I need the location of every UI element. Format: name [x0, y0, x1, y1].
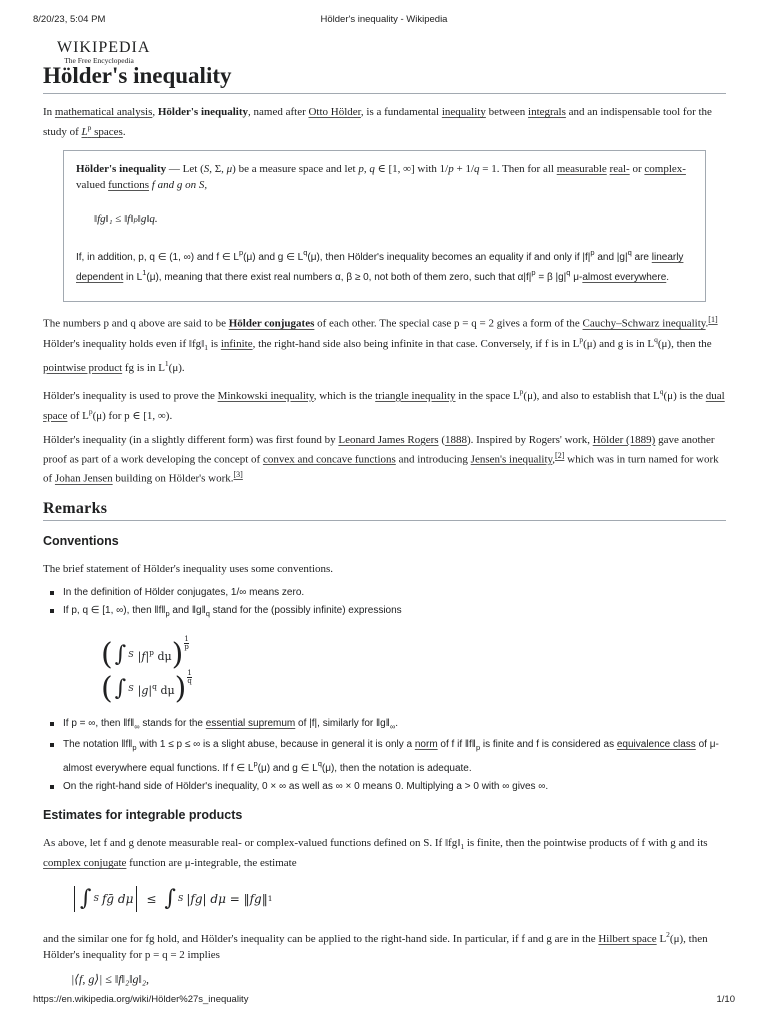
conventions-intro: The brief statement of Hölder's inequality uses some conventions. [43, 562, 334, 575]
paragraph-estimates: As above, let f and g denote measurable real- or complex-valued functions defined on S. If $‖fg‖_1$ is finite, then the pointwise products of f with g and its complex conjugate function are μ-integrable, the estimate [43, 836, 708, 869]
subsection-heading-estimates: Estimates for integrable products [43, 807, 243, 822]
reference-3[interactable]: [3] [233, 470, 243, 480]
print-datetime: 8/20/23, 5:04 PM [33, 14, 106, 25]
holder-inequality-formula: ‖fg‖₁ ≤ ‖f‖ₚ‖g‖q. [94, 213, 158, 225]
paragraph-conjugates: The numbers p and q above are said to be Hölder conjugates of each other. The special case p = q = 2 gives a form of the Cauchy–Schwarz inequality.[1] Hölder's inequality holds even if $‖fg‖_1$ is infinite, the right-hand side also being infinite in that case. Conversely, if f is in $L^p(\mu)$ and g is in $L^q(\mu)$, then the pointwise product fg is in $L^1(\mu)$. [43, 315, 718, 374]
paragraph-history: Hölder's inequality (in a slightly different form) was first found by Leonard James Rogers (1888). Inspired by Rogers' work, Hölder (1889) gave another proof as part of a work developing the concept of convex and concave functions and introducing Jensen's inequality,[2] which was in turn named for work of Johan Jensen building on Hölder's work.[3] [43, 433, 719, 485]
list-item: The notation $‖f‖_p$ with 1 ≤ p ≤ ∞ is a slight abuse, because in general it is only a norm of f if $‖f‖_p$ is finite and f is considered as equivalence class of μ-almost everywhere equal functions. If f ∈ $L^p(\mu)$ and g ∈ $L^q(\mu)$, then the notation is adequate. [63, 737, 726, 777]
theorem-equality-condition: If, in addition, p, q ∈ (1, ∞) and f ∈ $L^p(\mu)$ and g ∈ $L^q(\mu)$, then Hölder's inequality becomes an equality if and only if $|f|^p$ and $|g|^q$ are linearly dependent in $L^1(\mu)$, meaning that there exist real numbers α, β ≥ 0, not both of them zero, such that $\alpha|f|^p = \beta$ $|g|^q$ μ-almost everywhere. [76, 248, 684, 283]
link-mathematical-analysis[interactable]: mathematical analysis [54, 106, 153, 118]
print-page-title: Hölder's inequality - Wikipedia [320, 14, 448, 25]
paragraph-hilbert: and the similar one for fg hold, and Hölder's inequality can be applied to the right-hand side. In particular, if f and g are in the Hilbert space $L^2(\mu)$, then Hölder's inequality for p = q = 2 implies [43, 929, 708, 961]
link-integrals[interactable]: integrals [528, 106, 566, 118]
reference-1[interactable]: [1] [708, 315, 718, 324]
list-item: If p = ∞, then $‖f‖_\infty$ stands for the essential supremum of |f|, similarly for $‖g‖_\infty$. [63, 716, 726, 735]
wikipedia-wordmark: WIKIPEDIA [57, 39, 151, 56]
paragraph-minkowski: Hölder's inequality is used to prove the Minkowski inequality, which is the triangle inequality in the space $L^p(\mu)$, and also to establish that $L^q(\mu)$ is the dual space of $L^p(\mu)$ for p ∈ [1, ∞). [43, 386, 725, 422]
article-content [43, 60, 726, 987]
link-measurable[interactable]: measurable [556, 163, 607, 175]
conventions-list [43, 585, 726, 622]
link-holder-conjugates[interactable]: Hölder conjugates [228, 317, 315, 330]
list-item: On the right-hand side of Hölder's inequality, 0 × ∞ as well as ∞ × 0 means 0. Multiplying a > 0 with ∞ gives ∞. [63, 779, 726, 795]
list-item: If p, q ∈ [1, ∞), then $‖f‖_p$ and $‖g‖_q$ stand for the (possibly infinite) expressions [63, 603, 726, 622]
integral-estimate-formula: ∫ S fḡ dμ ≤ ∫ S |fg| dμ = ‖fg‖ 1 [71, 881, 726, 917]
link-pointwise-product[interactable]: pointwise product [43, 361, 123, 374]
print-url: https://en.wikipedia.org/wiki/Hölder%27s_inequality [33, 994, 249, 1005]
section-heading-remarks: Remarks [43, 501, 726, 521]
link-linearly-dependent[interactable]: linearly dependent [76, 252, 684, 283]
link-jensens-inequality[interactable]: Jensen's inequality [470, 453, 553, 466]
link-almost-everywhere[interactable]: almost everywhere [582, 272, 667, 283]
link-functions[interactable]: functions [108, 179, 150, 191]
link-essential-supremum[interactable]: essential supremum [205, 717, 296, 729]
link-rogers-1888[interactable]: 1888 [444, 433, 467, 446]
wikipedia-tagline: The Free Encyclopedia [64, 56, 134, 65]
link-inequality[interactable]: inequality [441, 106, 486, 118]
link-complex[interactable]: complex- [644, 163, 686, 175]
link-holder-1889[interactable]: Hölder (1889) [592, 433, 656, 446]
lead-paragraph: In mathematical analysis, Hölder's inequality, named after Otto Hölder, is a fundamental inequality between integrals and an indispensable tool for the study of $L^p$ spaces. [43, 106, 712, 138]
link-minkowski-inequality[interactable]: Minkowski inequality [217, 389, 314, 402]
link-real[interactable]: real- [609, 163, 630, 175]
link-norm[interactable]: norm [414, 738, 438, 750]
lq-norm-integral-g: ( ∫ S $|g|^q$ dμ ) $\frac{1}{q}$ [101, 668, 192, 706]
link-convex-concave-functions[interactable]: convex and concave functions [262, 453, 396, 466]
link-lp-spaces[interactable]: $L^p$ spaces [81, 123, 123, 138]
inner-product-inequality: |⟨f, g⟩| ≤ ‖f‖₂‖g‖₂, [71, 971, 150, 986]
conventions-list-continued [43, 716, 726, 795]
link-johan-jensen[interactable]: Johan Jensen [54, 472, 113, 485]
page-title: Hölder's inequality [43, 62, 726, 94]
link-complex-conjugate[interactable]: complex conjugate [43, 856, 127, 869]
link-cauchy-schwarz[interactable]: Cauchy–Schwarz inequality [582, 317, 706, 330]
theorem-statement: Hölder's inequality — Let (S, Σ, μ) be a measure space and let p, q ∈ [1, ∞] with 1/p + 1/q = 1. Then for all measurable real- or complex-valued functions f and g on S, [76, 163, 686, 191]
link-otto-holder[interactable]: Otto Hölder [308, 106, 361, 118]
link-hilbert-space[interactable]: Hilbert space [598, 932, 657, 945]
print-page-number: 1/10 [716, 994, 735, 1005]
link-dual-space[interactable]: dual space [43, 389, 725, 422]
link-equivalence-class[interactable]: equivalence class [616, 738, 696, 750]
link-infinite[interactable]: infinite [220, 337, 253, 350]
lp-norm-integral-f: ( ∫ S $|f|^p$ dμ ) $\frac{1}{p}$ [101, 634, 189, 672]
list-item: In the definition of Hölder conjugates, 1/∞ means zero. [63, 585, 726, 601]
link-triangle-inequality[interactable]: triangle inequality [375, 389, 456, 402]
subsection-heading-conventions: Conventions [43, 533, 119, 548]
link-leonard-james-rogers[interactable]: Leonard James Rogers [338, 433, 439, 446]
norm-integral-expressions [101, 634, 726, 706]
theorem-box [63, 150, 706, 302]
reference-2[interactable]: [2] [555, 450, 565, 460]
